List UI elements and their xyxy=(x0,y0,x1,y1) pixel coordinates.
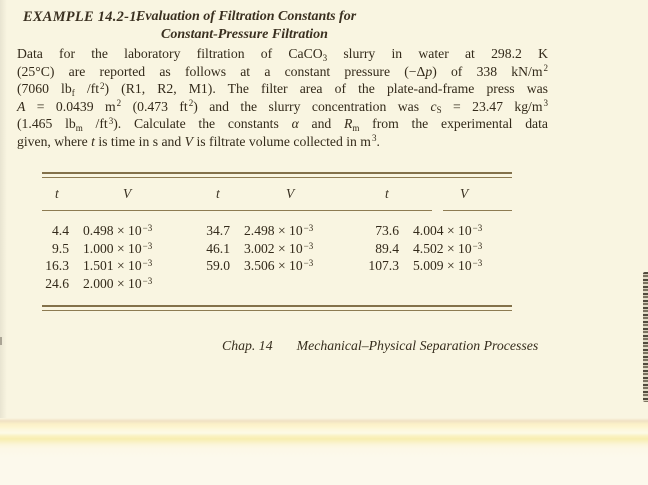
left-edge-mark xyxy=(0,337,2,345)
volume-value: $4.004 \times 10^{-3}$ xyxy=(413,222,483,238)
column-header-t: t xyxy=(216,186,220,201)
right-edge-binding-marks xyxy=(643,272,648,402)
table-bottom-rule xyxy=(42,305,512,307)
time-value: 59.0 xyxy=(206,258,230,274)
chapter-label: Chap. 14 xyxy=(222,338,273,353)
time-value: 24.6 xyxy=(45,276,69,292)
time-value: 34.7 xyxy=(206,223,230,238)
time-value: 16.3 xyxy=(45,258,69,274)
volume-value: $2.000 \times 10^{-3}$ xyxy=(83,276,153,292)
time-value: 46.1 xyxy=(206,240,230,256)
time-value: 9.5 xyxy=(52,240,69,256)
page-footer xyxy=(222,338,538,354)
time-value: 107.3 xyxy=(368,258,399,274)
paragraph-line: Data for the laboratory filtration of CaCO$_3$ slurry in water at 298.2 K xyxy=(17,46,548,63)
table-top-rule xyxy=(42,177,512,178)
volume-value: $1.501 \times 10^{-3}$ xyxy=(83,258,153,274)
volume-value: $0.498 \times 10^{-3}$ xyxy=(83,222,153,238)
column-header-t: t xyxy=(55,186,59,201)
volume-value: $4.502 \times 10^{-3}$ xyxy=(413,240,483,256)
table-row xyxy=(358,241,482,259)
table-column-group xyxy=(358,223,482,276)
book-title: Mechanical–Physical Separation Processes xyxy=(296,338,539,353)
problem-paragraph xyxy=(17,45,548,150)
volume-value: $3.506 \times 10^{-3}$ xyxy=(244,258,314,274)
time-value: 4.4 xyxy=(52,223,69,238)
time-value: 73.6 xyxy=(375,223,399,238)
time-value: 89.4 xyxy=(375,240,399,256)
column-header-t: t xyxy=(385,186,389,201)
table-top-rule xyxy=(42,172,512,174)
example-label: EXAMPLE 14.2-1. xyxy=(23,9,141,25)
table-row xyxy=(358,258,482,276)
table-column-group xyxy=(194,223,313,276)
column-header-v: V xyxy=(460,186,469,201)
paragraph-line: given, where t is time in s and V is filtrate volume collected in $m^3$. xyxy=(17,133,380,149)
table-row xyxy=(358,223,482,241)
table-row xyxy=(194,258,313,276)
table-row xyxy=(194,241,313,259)
example-title-line-2: Constant-Pressure Filtration xyxy=(161,27,328,42)
paragraph-line: (7060 $lb_f$ $/ft^2$) (R1, R2, M1). The filter area of the plate-and-frame press was xyxy=(17,80,548,98)
example-title-line-1: Evaluation of Filtration Constants for xyxy=(136,9,357,24)
table-row xyxy=(42,258,152,276)
table-row xyxy=(42,223,152,241)
table-row xyxy=(42,241,152,259)
table-row xyxy=(42,276,152,294)
paragraph-line: (25°C) are reported as follows at a constant pressure (−Δp) of 338 $kN/m^2$ xyxy=(17,63,549,79)
table-header-rule xyxy=(443,210,512,211)
bottom-page-edge-band xyxy=(0,418,648,485)
table-row xyxy=(194,223,313,241)
filtration-data-table xyxy=(42,172,512,317)
table-bottom-rule xyxy=(42,310,512,311)
volume-value: $1.000 \times 10^{-3}$ xyxy=(83,240,153,256)
volume-value: $3.002 \times 10^{-3}$ xyxy=(244,240,314,256)
paragraph-line: (1.465 $lb_m$ $/ft^3$). Calculate the constants α and $R_m$ from the experimental data xyxy=(17,115,548,133)
column-header-v: V xyxy=(123,186,132,201)
volume-value: $5.009 \times 10^{-3}$ xyxy=(413,258,483,274)
table-column-group xyxy=(42,223,152,294)
table-header-rule xyxy=(42,210,432,211)
column-header-v: V xyxy=(286,186,295,201)
paragraph-line: A = 0.0439 $m^2$ (0.473 $ft^2$) and the slurry concentration was $c_S = 23.47$ $kg/m^3$ xyxy=(17,98,549,116)
volume-value: $2.498 \times 10^{-3}$ xyxy=(244,222,314,238)
